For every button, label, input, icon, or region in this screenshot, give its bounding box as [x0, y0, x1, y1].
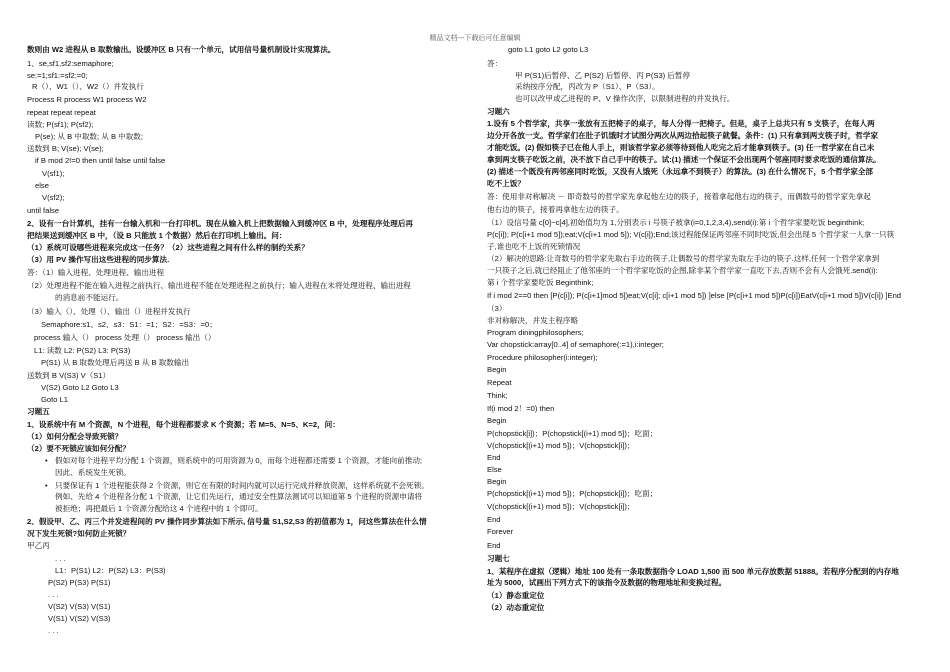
text-line: 也可以改甲或乙进程的 P、V 操作次序，以限制进程的并发执行。 [515, 94, 735, 103]
text-line: Procedure philosopher(i:integer); [487, 353, 598, 362]
text-line: V(sf1); [42, 169, 65, 178]
text-line: repeat repeat repeat [27, 108, 96, 117]
text-line: se:=1;sf1:=sf2:=0; [27, 71, 88, 80]
text-line: 第 i 个哲学家要吃饭 Beginthink; [487, 278, 594, 287]
text-line: Begin [487, 416, 507, 425]
text-line: . . . [55, 554, 66, 563]
text-line: L1：P(S1) L2：P(S2) L3：P(S3) [55, 566, 166, 575]
text-line: （1）设信号量 c[0]~c[4],初始值均为 1,分别表示 i 号筷子被拿(i=0,1,2,3,4),send(i):第 i 个哲学家要吃饭 beginthink; [487, 218, 865, 227]
text-line: V(S2) Goto L2 Goto L3 [41, 383, 119, 392]
text-line: If i mod 2==0 then [P(c[i]); P(c[i+1]mod 5])eat;V(c[i]; c[i+1 mod 5]) ]else [P(c[i+1 mod 5])P(c[i])EatV(c[i+1 mod 5])V(c[i]) ]End [487, 291, 902, 300]
heading-line: 1.设有 5 个哲学家，共享一张放有五把椅子的桌子，每人分得一把椅子。但是，桌子上总共只有 5 支筷子，在每人两 [487, 119, 875, 128]
heading-line: 习题六 [487, 107, 510, 116]
text-line: 采纳按序分配，丙改为 P（S1）、P（S3）。 [515, 82, 660, 91]
text-line: goto L1 goto L2 goto L3 [508, 45, 589, 54]
text-line: V(sf2); [42, 193, 65, 202]
text-line: If(i mod 2！=0) then [487, 404, 555, 413]
text-line: Goto L1 [41, 395, 69, 404]
heading-line: 2、假设甲、乙、丙三个并发进程间的 PV 操作同步算法如下所示, 信号量 S1,S2,S3 的初值都为 1，问这些算法在什么情 [27, 517, 427, 526]
text-line: Var chopstick:array[0..4] of semaphore(:=1),i:integer; [487, 340, 664, 349]
text-line: 他右边的筷子，接着再拿他左边的筷子。 [487, 205, 624, 214]
text-line: P(S2) P(S3) P(S1) [48, 578, 111, 587]
heading-line: 址为 5000，试画出下列方式下的该指令及数据的物理地址和变换过程。 [487, 578, 727, 587]
text-line: Repeat [487, 378, 512, 387]
text-line: 假如对每个进程平均分配 1 个资源，则系统中的可用资源为 0，而每个进程都还需要 1 个资源，才能向前推动; [55, 456, 423, 465]
text-line: Begin [487, 477, 507, 486]
text-line: 被拒绝；再把最后 1 个资源分配给这 4 个进程中的 1 个即可。 [55, 504, 263, 513]
heading-line: 1、设系统中有 M 个资源，N 个进程，每个进程都要求 K 个资源；若 M=5、N=5、K=2，问： [27, 420, 340, 429]
text-line: End [487, 453, 501, 462]
text-line: until false [27, 206, 60, 215]
text-line: L1: 读数 L2: P(S2) L3: P(S3) [34, 346, 131, 355]
heading-line: （1）静态重定位 [487, 591, 545, 600]
text-line: （3）输入（）、处理（）、输出（）进程并发执行 [27, 307, 191, 316]
text-line: V(S2) V(S3) V(S1) [48, 602, 111, 611]
text-line: 送数到 B; V(se); V(se); [27, 144, 104, 153]
text-line: 读数; P(sf1); P(sf2); [27, 120, 94, 129]
text-line: V(chopstick[(i+1) mod 5])；V(chopstick[i])； [487, 441, 635, 450]
text-line: （2）处理进程不能在输入进程之前执行、输出进程不能在处理进程之前执行；输入进程在未将处理进程、输出进程 [27, 281, 411, 290]
bullet-icon: • [45, 456, 48, 465]
bullet-icon: • [45, 481, 48, 490]
heading-line: 数则由 W2 进程从 B 取数输出。设缓冲区 B 只有一个单元，试用信号量机制设计实现算法。 [27, 45, 336, 54]
heading-line: (2) 描述一个既没有两邻座同时吃饭，又没有人饿死（永远拿不到筷子）的算法。(3) 在什么情况下，5 个哲学家全部 [487, 167, 874, 176]
text-line: V(chopstick[(i+1) mod 5])；V(chopstick[i])； [487, 502, 635, 511]
text-line: 一只筷子之后,就已经阻止了他邻座的一个哲学家吃饭的企图,除非某个哲学家一直吃下去,否则不会有人会饿死.send(i): [487, 266, 878, 275]
heading-line: 把结果送到缓冲区 B 中，（设 B 只能放 1 个数据）然后在打印机上输出。问： [27, 231, 287, 240]
text-line: P(S1) 从 B 取数处理后再送 B 从 B 取数输出 [41, 358, 190, 367]
heading-line: 才能吃饭。(2) 假如筷子已在他人手上，则该哲学家必须等待到他人吃完之后才能拿到筷子。(3) 任一哲学家在自己未 [487, 143, 875, 152]
heading-line: 况下发生死锁?如何防止死锁？ [27, 529, 131, 538]
text-line: Think; [487, 391, 508, 400]
heading-line: 边分开各放一支。哲学家们在肚子饥饿时才试图分两次从两边拾起筷子就餐。条件：(1) 只有拿到两支筷子时，哲学家 [487, 131, 879, 140]
text-line: 答：（1）输入进程、处理进程、输出进程 [27, 268, 165, 277]
text-line: 答： [487, 59, 503, 68]
text-line: 非对称解决，并发主程序略 [487, 316, 579, 325]
text-line: 答：使用非对称解决 － 即奇数号的哲学家先拿起他左边的筷子，接着拿起他右边的筷子，而偶数号的哲学家先拿起 [487, 192, 871, 201]
text-line: . . . [48, 590, 59, 599]
text-line: （2）解决的思路:让奇数号的哲学家先取右手边的筷子,让偶数号的哲学家先取左手边的筷子.这样,任何一个哲学家拿到 [487, 254, 880, 263]
text-line: if B mod 2!=0 then until false until false [35, 156, 166, 165]
heading-line: （3）用 PV 操作写出这些进程的同步算法. [27, 255, 170, 264]
text-line: 甲乙丙 [27, 541, 50, 550]
text-line: P(se); 从 B 中取数; 从 B 中取数; [35, 132, 144, 141]
text-line: 子,谁也吃不上饭的死锁情况 [487, 242, 581, 251]
text-line: 的消息前不能运行。 [55, 293, 124, 302]
heading-line: 习题七 [487, 554, 510, 563]
heading-line: 1、某程序在虚拟（逻辑）地址 100 处有一条取数据指令 LOAD 1,500 而 500 单元存放数据 51888。若程序分配到的内存地 [487, 567, 899, 576]
text-line: P(c[i]); P(c[i+1 mod 5]);eat;V(c[i+1 mod 5]); V(c[i]);End;该过程能保证两邻座不同时吃饭,但会出现 5 个哲学家一人拿一只筷 [487, 230, 895, 239]
text-line: Process R process W1 process W2 [27, 95, 147, 104]
text-line: 1、se,sf1,sf2:semaphore; [27, 59, 114, 68]
text-line: End [487, 541, 501, 550]
text-line: P(chopstick[(i+1) mod 5])；P(chopstick[i])；吃面； [487, 489, 658, 498]
text-line: 甲 P(S1)后暂停、乙 P(S2) 后暂停、丙 P(S3) 后暂停 [515, 71, 691, 80]
text-line: Forever [487, 527, 514, 536]
text-line: （3） [487, 304, 507, 313]
text-line: 只要保证有 1 个进程能获得 2 个资源，则它在有限的时间内就可以运行完成并释放资源，这样系统就不会死锁。 [55, 481, 429, 490]
text-line: 因此、系统发生死锁。 [55, 468, 131, 477]
page-header-note: 精品文档---下载后可任意编辑 [429, 35, 521, 42]
text-line: Else [487, 465, 502, 474]
heading-line: 拿到两支筷子吃饭之前，决不放下自己手中的筷子。试:(1) 描述一个保证不会出现两个邻座同时要求吃饭的通信算法。 [487, 155, 881, 164]
heading-line: 2、设有一台计算机，挂有一台输入机和一台打印机。现在从输入机上把数据输入到缓冲区 B 中，处理程序处理后再 [27, 219, 414, 228]
text-line: Semaphore:s1、s2、s3：S1：=1；S2：=S3：=0； [41, 320, 217, 329]
text-line: else [35, 181, 49, 190]
text-line: . . . [48, 626, 59, 635]
heading-line: （1）系统可设哪些进程来完成这一任务？（2）这些进程之间有什么样的制约关系？ [27, 243, 309, 252]
heading-line: （2）动态重定位 [487, 603, 545, 612]
heading-line: 吃不上饭？ [487, 179, 525, 188]
text-line: Begin [487, 365, 507, 374]
text-line: 送数到 B V(S3) V（S1） [27, 371, 111, 380]
text-line: Program diningphilosophers; [487, 328, 584, 337]
heading-line: （1）如何分配会导致死锁？ [27, 432, 123, 441]
heading-line: 习题五 [27, 407, 50, 416]
text-line: P(chopstick[i])；P(chopstick[(i+1) mod 5])；吃面； [487, 429, 658, 438]
text-line: process 输入（） process 处理（） process 输出（） [34, 333, 216, 342]
text-line: R（）、W1（）、W2（）并发执行 [32, 82, 144, 91]
heading-line: （2）要不死锁应该如何分配？ [27, 444, 130, 453]
text-line: End [487, 515, 501, 524]
text-line: V(S1) V(S2) V(S3) [48, 614, 111, 623]
text-line: 例如、先给 4 个进程各分配 1 个资源，让它们先运行，通过安全性算法测试可以知道第 5 个进程的资源申请将 [55, 492, 423, 501]
